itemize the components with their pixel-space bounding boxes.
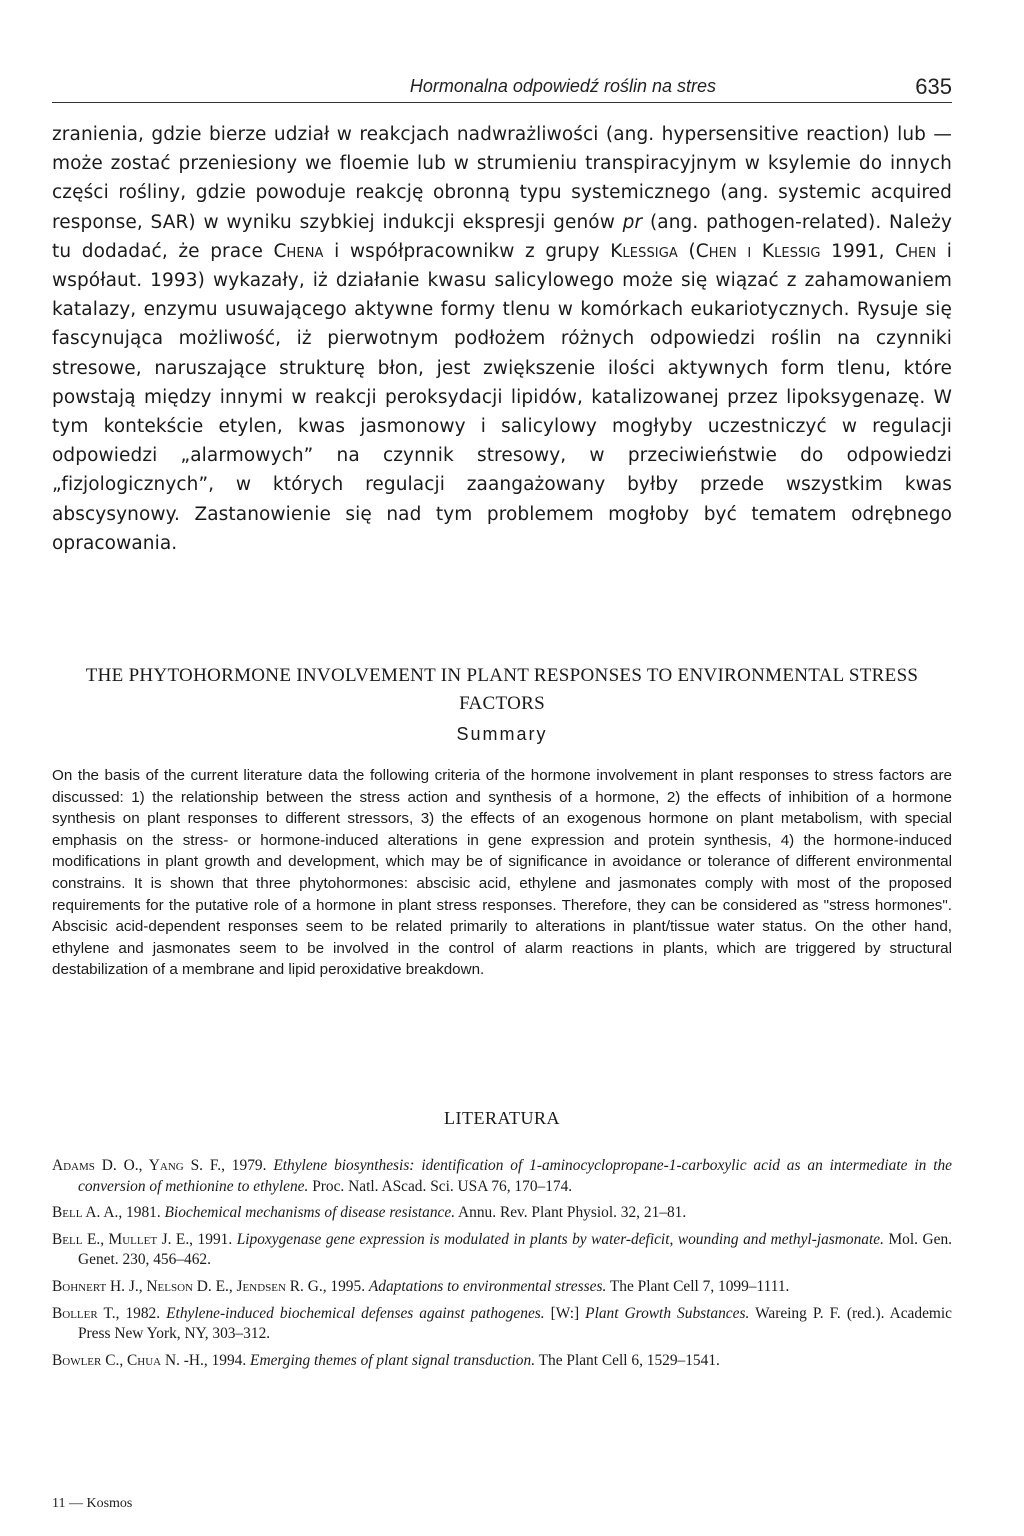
reference-item [52,1230,952,1271]
body-text-part: 1991, [820,240,896,262]
page-footer: 11 — Kosmos [52,1496,133,1511]
body-text-part: zranienia, gdzie bierze udział w reakcjach nadwrażliwości (ang. hypersensitive reaction) lub — może zostać przeniesiony we floemie lub w strumieniu transpiracyjnym w ksylemie do innych części rośliny, gdzie powoduje reakcję obronną typu systemicznego (ang. systemic acquired response, SAR) w wyniku szybkiej indukcji ekspresji genów [52,124,952,233]
reference-source: [W:] [544,1304,586,1322]
reference-authors: Boller T., [52,1304,120,1322]
summary-title: THE PHYTOHORMONE INVOLVEMENT IN PLANT RESPONSES TO ENVIRONMENTAL STRESS FACTORS [85,665,919,714]
reference-source: Proc. Natl. AScad. Sci. USA 76, 170–174. [308,1177,573,1195]
reference-item [52,1277,952,1298]
body-text-part: (ang. pathogen-related). Należy tu dodadać, że prace [52,211,952,262]
author-name: Chena [273,240,324,262]
reference-book-title: Plant Growth Substances. [585,1304,750,1322]
reference-item [52,1203,952,1224]
reference-list [52,1156,952,1377]
page [52,0,952,1536]
reference-title: Ethylene-induced biochemical defenses against pathogenes. [166,1304,545,1322]
reference-year: 1991. [193,1230,237,1248]
reference-source: Annu. Rev. Plant Physiol. 32, 21–81. [455,1204,687,1222]
summary-text: On the basis of the current literature data the following criteria of the hormone involvement in plant responses to stress factors are discussed: 1) the relationship between the stress action and synthesis of a hormone, 2) the effects of inhibition of a hormone synthesis on plant responses to different stressors, 3) the effects of an exogenous hormone on plant metabolism, with special emphasis on the stress- or hormone-induced alterations in gene expression and protein synthesis, 4) the hormone-induced modifications in plant growth and development, which may be of significance in avoidance or tolerance of different environmental constrains. It is shown that three phytohormones: abscisic acid, ethylene and jasmonates comply with most of the proposed requirements for the putative role of a hormone in plant stress responses. Therefore, they can be considered as "stress hormones". Abscisic acid-dependent responses seem to be related primarily to alterations in plant/tissue water status. On the other hand, ethylene and jasmonates seem to be involved in the control of alarm reactions in plants, which are triggered by structural destabilization of a membrane and lipid peroxidative breakdown. [52,767,952,979]
running-header [52,74,952,103]
reference-source: The Plant Cell 6, 1529–1541. [535,1351,720,1369]
gene-name: pr [622,211,643,233]
reference-item [52,1304,952,1345]
reference-source: Mol. Gen. Genet. 230, 456–462. [78,1230,952,1269]
page-number: 635 [915,74,952,99]
reference-title: Lipoxygenase gene expression is modulated in plants by water-deficit, wounding and methyl-jasmonate. [236,1230,884,1248]
reference-title: Emerging themes of plant signal transduction. [250,1351,536,1369]
reference-authors: Bell A. A., [52,1204,123,1222]
reference-authors: Bell E., Mullet J. E., [52,1230,194,1248]
reference-year: 1981. [122,1204,165,1222]
summary-label: Summary [456,724,548,744]
reference-source: Wareing P. F. (red.). Academic Press New York, NY, 303–312. [78,1304,952,1343]
reference-item [52,1156,952,1197]
citation-authors: Chen i Klessig [695,240,821,262]
literature-title: LITERATURA [444,1108,560,1128]
running-title: Hormonalna odpowiedź roślin na stres [409,76,716,96]
reference-authors: Bowler C., Chua N. -H., [52,1351,208,1369]
citation-authors: Chen [895,240,937,262]
reference-year: 1979. [224,1157,274,1174]
reference-title: Biochemical mechanisms of disease resistance. [164,1204,456,1222]
reference-authors: Adams D. O., Yang S. F., [52,1157,225,1174]
reference-year: 1995. [326,1277,369,1295]
reference-year: 1982. [119,1304,167,1322]
body-text-part: ( [677,240,696,262]
reference-item [52,1351,952,1372]
body-paragraph [52,120,952,558]
reference-title: Adaptations to environmental stresses. [368,1277,607,1295]
body-text-part: i współpracownikw z grupy [323,240,611,262]
reference-title: Ethylene biosynthesis: identification of 1-aminocyclopropane-1-carboxylic acid as an intermediate in the conversion of methionine to ethylene. [78,1157,952,1195]
reference-authors: Bohnert H. J., Nelson D. E., Jendsen R. G., [52,1277,327,1295]
author-name: Klessiga [610,240,678,262]
reference-year: 1994. [207,1351,251,1369]
body-text-part: i współaut. 1993) wykazały, iż działanie kwasu salicylowego może się wiązać z zahamowaniem katalazy, enzymu usuwającego aktywne formy tlenu w komórkach eukariotycznych. Rysuje się fascynująca możliwość, iż pierwotnym podłożem różnych odpowiedzi roślin na czynniki stresowe, naruszające strukturę błon, jest zwiększenie ilości aktywnych form tlenu, które powstają między innymi w reakcji peroksydacji lipidów, katalizowanej przez lipoksygenazę. W tym kontekście etylen, kwas jasmonowy i salicylowy mogłyby uczestniczyć w regulacji odpowiedzi „alarmowych” na czynnik stresowy, w przeciwieństwie do odpowiedzi „fizjologicznych”, w których regulacji zaangażowany byłby przede wszystkim kwas abscysynowy. Zastanowienie się nad tym problemem mogłoby być tematem odrębnego opracowania. [52,240,952,554]
reference-source: The Plant Cell 7, 1099–1111. [606,1277,790,1295]
